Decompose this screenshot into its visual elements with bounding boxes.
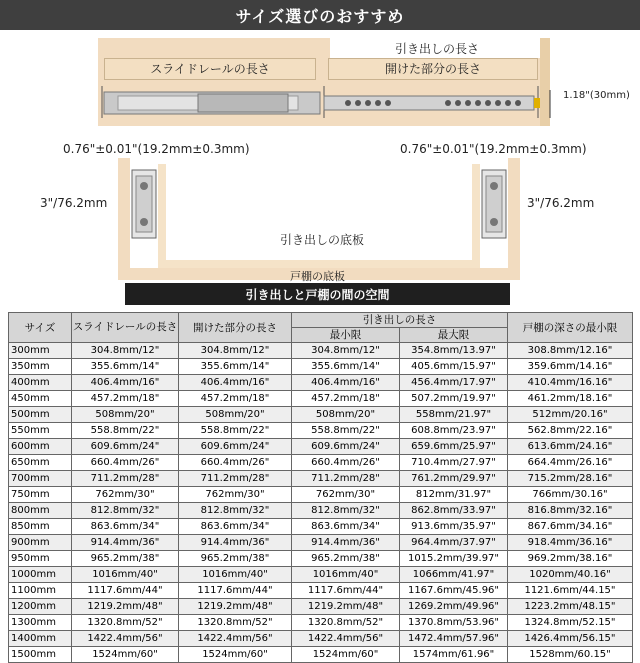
table-row xyxy=(9,631,633,647)
table-cell: 812.8mm/32" xyxy=(292,503,400,519)
table-cell: 711.2mm/28" xyxy=(72,471,179,487)
table-cell: 766mm/30.16" xyxy=(508,487,633,503)
table-cell: 1500mm xyxy=(9,647,72,663)
table-cell: 450mm xyxy=(9,391,72,407)
table-cell: 1219.2mm/48" xyxy=(292,599,400,615)
table-cell: 304.8mm/12" xyxy=(292,343,400,359)
drawer-bottom-label: 引き出しの底板 xyxy=(280,233,365,247)
table-cell: 1320.8mm/52" xyxy=(292,615,400,631)
header-open-length: 開けた部分の長さ xyxy=(179,313,292,343)
table-cell: 762mm/30" xyxy=(179,487,292,503)
rail-left-section xyxy=(130,168,158,240)
table-cell: 863.6mm/34" xyxy=(72,519,179,535)
table-cell: 1100mm xyxy=(9,583,72,599)
table-cell: 710.4mm/27.97" xyxy=(400,455,508,471)
table-cell: 508mm/20" xyxy=(292,407,400,423)
table-cell: 1269.2mm/49.96" xyxy=(400,599,508,615)
table-cell: 913.6mm/35.97" xyxy=(400,519,508,535)
size-spec-table xyxy=(8,312,633,663)
table-cell: 1167.6mm/45.96" xyxy=(400,583,508,599)
table-cell: 1320.8mm/52" xyxy=(72,615,179,631)
table-cell: 508mm/20" xyxy=(72,407,179,423)
table-row xyxy=(9,615,633,631)
table-cell: 609.6mm/24" xyxy=(72,439,179,455)
table-cell: 1015.2mm/39.97" xyxy=(400,551,508,567)
table-cell: 558.8mm/22" xyxy=(179,423,292,439)
table-cell: 355.6mm/14" xyxy=(72,359,179,375)
clearance-left-label: 0.76"±0.01"(19.2mm±0.3mm) xyxy=(63,142,250,156)
height-note-label: 1.18"(30mm) xyxy=(563,90,630,101)
table-cell: 1400mm xyxy=(9,631,72,647)
table-cell: 1016mm/40" xyxy=(72,567,179,583)
table-cell: 410.4mm/16.16" xyxy=(508,375,633,391)
table-cell: 1320.8mm/52" xyxy=(179,615,292,631)
table-cell: 1200mm xyxy=(9,599,72,615)
table-cell: 650mm xyxy=(9,455,72,471)
table-cell: 1020mm/40.16" xyxy=(508,567,633,583)
table-cell: 863.6mm/34" xyxy=(179,519,292,535)
table-cell: 660.4mm/26" xyxy=(292,455,400,471)
table-row xyxy=(9,583,633,599)
table-cell: 715.2mm/28.16" xyxy=(508,471,633,487)
table-cell: 863.6mm/34" xyxy=(292,519,400,535)
table-cell: 558.8mm/22" xyxy=(72,423,179,439)
table-cell: 500mm xyxy=(9,407,72,423)
table-cell: 406.4mm/16" xyxy=(292,375,400,391)
table-cell: 914.4mm/36" xyxy=(179,535,292,551)
header-rail-length: スライドレールの長さ xyxy=(72,313,179,343)
table-cell: 950mm xyxy=(9,551,72,567)
table-cell: 664.4mm/26.16" xyxy=(508,455,633,471)
table-cell: 660.4mm/26" xyxy=(179,455,292,471)
page-title: サイズ選びのおすすめ xyxy=(0,0,640,30)
table-cell: 914.4mm/36" xyxy=(72,535,179,551)
slide-rail-side-view xyxy=(98,82,558,122)
table-cell: 512mm/20.16" xyxy=(508,407,633,423)
table-cell: 1528mm/60.15" xyxy=(508,647,633,663)
table-cell: 405.6mm/15.97" xyxy=(400,359,508,375)
table-cell: 300mm xyxy=(9,343,72,359)
table-row xyxy=(9,471,633,487)
table-cell: 350mm xyxy=(9,359,72,375)
table-cell: 900mm xyxy=(9,535,72,551)
table-cell: 1422.4mm/56" xyxy=(72,631,179,647)
table-cell: 354.8mm/13.97" xyxy=(400,343,508,359)
installation-diagram xyxy=(0,30,640,308)
table-cell: 918.4mm/36.16" xyxy=(508,535,633,551)
table-row xyxy=(9,455,633,471)
table-cell: 608.8mm/23.97" xyxy=(400,423,508,439)
table-cell: 812.8mm/32" xyxy=(72,503,179,519)
table-row xyxy=(9,343,633,359)
table-cell: 406.4mm/16" xyxy=(72,375,179,391)
table-cell: 1300mm xyxy=(9,615,72,631)
header-drawer-length: 引き出しの長さ xyxy=(292,313,508,328)
table-cell: 1219.2mm/48" xyxy=(179,599,292,615)
table-cell: 613.6mm/24.16" xyxy=(508,439,633,455)
table-cell: 965.2mm/38" xyxy=(292,551,400,567)
table-row xyxy=(9,535,633,551)
header-size: サイズ xyxy=(9,313,72,343)
table-cell: 1524mm/60" xyxy=(179,647,292,663)
table-cell: 507.2mm/19.97" xyxy=(400,391,508,407)
table-cell: 1219.2mm/48" xyxy=(72,599,179,615)
open-length-label: 開けた部分の長さ xyxy=(328,58,538,80)
table-cell: 762mm/30" xyxy=(72,487,179,503)
table-row xyxy=(9,567,633,583)
header-cabinet-depth: 戸棚の深さの最小限 xyxy=(508,313,633,343)
table-cell: 700mm xyxy=(9,471,72,487)
table-cell: 1574mm/61.96" xyxy=(400,647,508,663)
table-cell: 800mm xyxy=(9,503,72,519)
table-cell: 1117.6mm/44" xyxy=(292,583,400,599)
table-row xyxy=(9,519,633,535)
table-cell: 1324.8mm/52.15" xyxy=(508,615,633,631)
table-cell: 867.6mm/34.16" xyxy=(508,519,633,535)
table-cell: 1370.8mm/53.96" xyxy=(400,615,508,631)
table-cell: 508mm/20" xyxy=(179,407,292,423)
table-row xyxy=(9,375,633,391)
table-cell: 816.8mm/32.16" xyxy=(508,503,633,519)
table-row xyxy=(9,391,633,407)
table-cell: 812mm/31.97" xyxy=(400,487,508,503)
table-cell: 1016mm/40" xyxy=(292,567,400,583)
table-cell: 964.4mm/37.97" xyxy=(400,535,508,551)
table-row xyxy=(9,439,633,455)
table-row xyxy=(9,487,633,503)
table-cell: 355.6mm/14" xyxy=(179,359,292,375)
table-cell: 761.2mm/29.97" xyxy=(400,471,508,487)
table-cell: 660.4mm/26" xyxy=(72,455,179,471)
table-cell: 609.6mm/24" xyxy=(292,439,400,455)
table-row xyxy=(9,503,633,519)
table-cell: 304.8mm/12" xyxy=(179,343,292,359)
table-cell: 355.6mm/14" xyxy=(292,359,400,375)
table-cell: 711.2mm/28" xyxy=(292,471,400,487)
table-cell: 850mm xyxy=(9,519,72,535)
table-cell: 457.2mm/18" xyxy=(179,391,292,407)
table-cell: 1066mm/41.97" xyxy=(400,567,508,583)
header-min: 最小限 xyxy=(292,328,400,343)
shelf-bottom-label: 戸棚の底板 xyxy=(290,270,345,283)
table-cell: 359.6mm/14.16" xyxy=(508,359,633,375)
rail-height-left-label: 3"/76.2mm xyxy=(40,196,108,210)
cabinet-right-wall xyxy=(508,158,520,268)
table-cell: 762mm/30" xyxy=(292,487,400,503)
table-row xyxy=(9,599,633,615)
clearance-right-label: 0.76"±0.01"(19.2mm±0.3mm) xyxy=(400,142,587,156)
table-cell: 457.2mm/18" xyxy=(72,391,179,407)
table-cell: 965.2mm/38" xyxy=(179,551,292,567)
table-cell: 562.8mm/22.16" xyxy=(508,423,633,439)
drawer-length-label: 引き出しの長さ xyxy=(395,42,480,56)
table-cell: 1524mm/60" xyxy=(292,647,400,663)
gap-label: 引き出しと戸棚の間の空間 xyxy=(125,283,510,305)
slide-rail-length-label: スライドレールの長さ xyxy=(104,58,316,80)
table-cell: 969.2mm/38.16" xyxy=(508,551,633,567)
table-cell: 558.8mm/22" xyxy=(292,423,400,439)
table-row xyxy=(9,551,633,567)
rail-right-section xyxy=(480,168,508,240)
table-cell: 750mm xyxy=(9,487,72,503)
table-cell: 1121.6mm/44.15" xyxy=(508,583,633,599)
table-cell: 456.4mm/17.97" xyxy=(400,375,508,391)
rail-height-right-label: 3"/76.2mm xyxy=(527,196,595,210)
table-row xyxy=(9,423,633,439)
table-row xyxy=(9,359,633,375)
table-cell: 659.6mm/25.97" xyxy=(400,439,508,455)
table-cell: 406.4mm/16" xyxy=(179,375,292,391)
table-cell: 1000mm xyxy=(9,567,72,583)
table-cell: 1422.4mm/56" xyxy=(179,631,292,647)
table-row xyxy=(9,647,633,663)
table-cell: 965.2mm/38" xyxy=(72,551,179,567)
table-cell: 812.8mm/32" xyxy=(179,503,292,519)
table-cell: 1117.6mm/44" xyxy=(72,583,179,599)
table-cell: 914.4mm/36" xyxy=(292,535,400,551)
table-row xyxy=(9,407,633,423)
table-cell: 600mm xyxy=(9,439,72,455)
table-cell: 304.8mm/12" xyxy=(72,343,179,359)
table-cell: 1524mm/60" xyxy=(72,647,179,663)
table-cell: 461.2mm/18.16" xyxy=(508,391,633,407)
table-cell: 711.2mm/28" xyxy=(179,471,292,487)
table-cell: 1223.2mm/48.15" xyxy=(508,599,633,615)
table-cell: 558mm/21.97" xyxy=(400,407,508,423)
table-cell: 1472.4mm/57.96" xyxy=(400,631,508,647)
table-cell: 862.8mm/33.97" xyxy=(400,503,508,519)
table-cell: 1117.6mm/44" xyxy=(179,583,292,599)
cabinet-left-wall xyxy=(118,158,130,268)
table-cell: 457.2mm/18" xyxy=(292,391,400,407)
table-cell: 400mm xyxy=(9,375,72,391)
table-cell: 1426.4mm/56.15" xyxy=(508,631,633,647)
table-cell: 550mm xyxy=(9,423,72,439)
table-cell: 609.6mm/24" xyxy=(179,439,292,455)
table-cell: 308.8mm/12.16" xyxy=(508,343,633,359)
table-cell: 1016mm/40" xyxy=(179,567,292,583)
header-max: 最大限 xyxy=(400,328,508,343)
table-cell: 1422.4mm/56" xyxy=(292,631,400,647)
